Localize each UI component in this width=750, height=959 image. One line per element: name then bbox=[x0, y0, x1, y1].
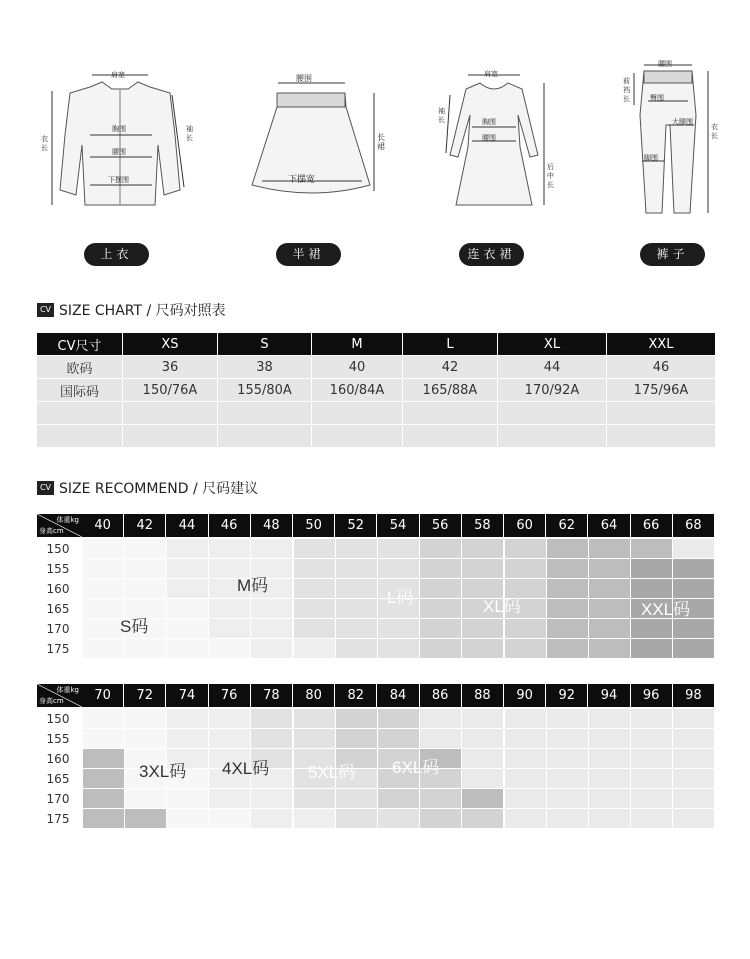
grid-cell bbox=[462, 619, 503, 638]
grid-cell bbox=[631, 769, 672, 788]
weight-header-82: 82 bbox=[335, 684, 377, 707]
grid-cell bbox=[209, 789, 250, 808]
grid-cell bbox=[378, 539, 419, 558]
table-cell: 42 bbox=[403, 355, 498, 378]
grid-cell bbox=[83, 579, 124, 598]
size-chart-header-row bbox=[37, 333, 716, 355]
weight-header-72: 72 bbox=[124, 684, 166, 707]
grid-cell bbox=[547, 539, 588, 558]
size-recommend-grid-2 bbox=[37, 684, 716, 828]
corner-weight-label: 体重kg bbox=[56, 516, 79, 524]
grid-cell bbox=[336, 639, 377, 658]
grid-cell bbox=[83, 709, 124, 728]
skirt-label: 半裙 bbox=[276, 243, 341, 266]
table-row bbox=[37, 401, 716, 424]
grid-cell bbox=[462, 709, 503, 728]
grid-cell bbox=[589, 639, 630, 658]
size-zone-label: 3XL码 bbox=[139, 762, 187, 781]
grid-cell bbox=[209, 729, 250, 748]
grid-cell bbox=[589, 729, 630, 748]
grid-cell bbox=[83, 749, 124, 768]
grid-cell bbox=[589, 619, 630, 638]
size-zone-label: L码 bbox=[387, 588, 414, 607]
weight-header-68: 68 bbox=[673, 514, 715, 537]
grid-cell bbox=[420, 729, 461, 748]
grid-cell bbox=[378, 639, 419, 658]
grid-cell bbox=[167, 729, 208, 748]
grid-cell bbox=[125, 559, 166, 578]
grid-cell bbox=[83, 809, 124, 828]
weight-header-66: 66 bbox=[631, 514, 673, 537]
grid-cell bbox=[336, 789, 377, 808]
grid-cell bbox=[673, 619, 714, 638]
size-zone-label: XL码 bbox=[483, 597, 521, 616]
header-cell: M bbox=[312, 333, 403, 355]
height-label-150: 150 bbox=[46, 712, 70, 726]
grid-cell bbox=[631, 539, 672, 558]
grid-cell bbox=[505, 639, 546, 658]
weight-header-44: 44 bbox=[166, 514, 208, 537]
table-cell bbox=[498, 401, 607, 424]
grid-cell bbox=[547, 789, 588, 808]
weight-header-90: 90 bbox=[504, 684, 546, 707]
grid-cell bbox=[336, 809, 377, 828]
grid-cell bbox=[420, 809, 461, 828]
size-zone-label: XXL码 bbox=[641, 600, 691, 619]
weight-header-46: 46 bbox=[209, 514, 251, 537]
grid-cell bbox=[251, 789, 292, 808]
grid-cell bbox=[378, 709, 419, 728]
grid-cell bbox=[209, 599, 250, 618]
grid-cell bbox=[420, 639, 461, 658]
grid-cell bbox=[251, 539, 292, 558]
label-sleeve: 袖长 bbox=[186, 126, 193, 142]
grid-cell bbox=[631, 559, 672, 578]
grid-cell bbox=[547, 709, 588, 728]
corner-height-label: 身高cm bbox=[39, 697, 64, 705]
height-label-160: 160 bbox=[46, 752, 70, 766]
grid-cell bbox=[505, 729, 546, 748]
grid-cell bbox=[125, 639, 166, 658]
weight-header-64: 64 bbox=[588, 514, 630, 537]
grid-cell bbox=[83, 539, 124, 558]
grid-cell bbox=[83, 789, 124, 808]
grid-cell bbox=[125, 539, 166, 558]
grid-cell bbox=[589, 559, 630, 578]
grid-cell bbox=[589, 599, 630, 618]
size-zone-label: 5XL码 bbox=[308, 763, 356, 782]
height-label-175: 175 bbox=[46, 642, 70, 656]
label-front-rise: 前裆长 bbox=[623, 78, 630, 103]
height-label-150: 150 bbox=[46, 542, 70, 556]
table-cell bbox=[403, 424, 498, 447]
grid-cell bbox=[167, 639, 208, 658]
grid-cell bbox=[167, 599, 208, 618]
grid-cell bbox=[631, 619, 672, 638]
grid-cell bbox=[673, 809, 714, 828]
label-sleeve: 袖长 bbox=[438, 108, 445, 124]
grid-cell bbox=[462, 559, 503, 578]
grid-cell bbox=[589, 769, 630, 788]
grid-cell bbox=[505, 769, 546, 788]
weight-header-98: 98 bbox=[673, 684, 715, 707]
table-cell: 38 bbox=[218, 355, 312, 378]
grid-cell bbox=[420, 559, 461, 578]
grid-cell bbox=[505, 559, 546, 578]
height-label-165: 165 bbox=[46, 602, 70, 616]
top-diagram bbox=[40, 55, 200, 215]
grid-cell bbox=[673, 789, 714, 808]
size-chart-title bbox=[37, 302, 226, 318]
grid-cell bbox=[83, 559, 124, 578]
label-chest: 胸围 bbox=[482, 119, 496, 126]
grid-cell bbox=[336, 539, 377, 558]
grid-cell bbox=[462, 639, 503, 658]
table-cell: 40 bbox=[312, 355, 403, 378]
grid-cell bbox=[378, 619, 419, 638]
weight-header-84: 84 bbox=[377, 684, 419, 707]
grid-cell bbox=[251, 619, 292, 638]
label-length: 衣长 bbox=[41, 136, 48, 152]
header-cell: XS bbox=[123, 333, 218, 355]
weight-header-74: 74 bbox=[166, 684, 208, 707]
grid-cell bbox=[83, 639, 124, 658]
label-hip: 臀围 bbox=[650, 95, 664, 102]
grid-cell bbox=[125, 709, 166, 728]
grid-cell bbox=[589, 539, 630, 558]
skirt-diagram bbox=[240, 55, 390, 215]
weight-header-62: 62 bbox=[546, 514, 588, 537]
weight-header-40: 40 bbox=[82, 514, 124, 537]
table-cell: 160/84A bbox=[312, 378, 403, 401]
grid-cell bbox=[251, 729, 292, 748]
grid-cell bbox=[547, 619, 588, 638]
grid-cell bbox=[589, 789, 630, 808]
grid-cell bbox=[589, 749, 630, 768]
grid-cell bbox=[547, 769, 588, 788]
grid-cell bbox=[420, 599, 461, 618]
weight-header-56: 56 bbox=[420, 514, 462, 537]
table-cell bbox=[403, 401, 498, 424]
grid-cell bbox=[420, 619, 461, 638]
grid-cell bbox=[673, 639, 714, 658]
label-length: 衣长 bbox=[711, 124, 718, 140]
grid-cell bbox=[547, 809, 588, 828]
table-cell: 150/76A bbox=[123, 378, 218, 401]
table-cell: 欧码 bbox=[37, 355, 123, 378]
label-chest: 胸围 bbox=[112, 126, 126, 133]
grid-cell bbox=[294, 809, 335, 828]
grid-cell bbox=[505, 809, 546, 828]
grid-cell bbox=[547, 749, 588, 768]
grid-cell bbox=[167, 789, 208, 808]
table-cell: 44 bbox=[498, 355, 607, 378]
weight-header-96: 96 bbox=[631, 684, 673, 707]
grid-cell bbox=[83, 599, 124, 618]
weight-header-92: 92 bbox=[546, 684, 588, 707]
grid-cell bbox=[294, 539, 335, 558]
grid-cell bbox=[125, 729, 166, 748]
grid-cell bbox=[336, 579, 377, 598]
grid-cell bbox=[167, 579, 208, 598]
grid-cell bbox=[673, 539, 714, 558]
weight-header-88: 88 bbox=[462, 684, 504, 707]
weight-header-54: 54 bbox=[377, 514, 419, 537]
grid-cell bbox=[294, 599, 335, 618]
table-cell bbox=[607, 424, 716, 447]
grid-cell bbox=[462, 729, 503, 748]
label-length: 后中长 bbox=[547, 164, 554, 189]
label-length: 长裙 bbox=[377, 133, 385, 151]
grid-cell bbox=[462, 539, 503, 558]
cv-logo: CV bbox=[37, 481, 54, 495]
size-chart-table bbox=[37, 333, 716, 447]
grid-cell bbox=[673, 709, 714, 728]
grid-cell bbox=[462, 769, 503, 788]
grid-cell bbox=[631, 749, 672, 768]
grid-corner bbox=[37, 684, 82, 707]
grid-cell bbox=[336, 619, 377, 638]
header-cell: CV尺寸 bbox=[37, 333, 123, 355]
weight-header-80: 80 bbox=[293, 684, 335, 707]
grid-cell bbox=[167, 619, 208, 638]
pants-diagram bbox=[612, 55, 722, 215]
size-zone-label: M码 bbox=[237, 576, 269, 595]
weight-header-52: 52 bbox=[335, 514, 377, 537]
height-label-175: 175 bbox=[46, 812, 70, 826]
grid-cell bbox=[294, 619, 335, 638]
grid-cell bbox=[378, 789, 419, 808]
top-label: 上衣 bbox=[84, 243, 149, 266]
table-cell: 国际码 bbox=[37, 378, 123, 401]
grid-cell bbox=[505, 539, 546, 558]
grid-cell bbox=[209, 619, 250, 638]
grid-cell bbox=[420, 579, 461, 598]
grid-cell bbox=[251, 809, 292, 828]
grid-cell bbox=[251, 599, 292, 618]
grid-cell bbox=[378, 729, 419, 748]
grid-cell bbox=[336, 599, 377, 618]
grid-cell bbox=[505, 709, 546, 728]
grid-cell bbox=[167, 709, 208, 728]
grid-cell bbox=[631, 729, 672, 748]
grid-cell bbox=[547, 729, 588, 748]
grid-cell bbox=[378, 559, 419, 578]
height-label-160: 160 bbox=[46, 582, 70, 596]
pants-label: 裤子 bbox=[640, 243, 705, 266]
grid-cell bbox=[336, 709, 377, 728]
height-label-155: 155 bbox=[46, 732, 70, 746]
header-cell: S bbox=[218, 333, 312, 355]
table-row bbox=[37, 355, 716, 378]
height-label-170: 170 bbox=[46, 622, 70, 636]
grid-cell bbox=[420, 789, 461, 808]
grid-cell bbox=[589, 579, 630, 598]
label-waist: 腰围 bbox=[296, 74, 312, 83]
grid-cell bbox=[378, 809, 419, 828]
grid-cell bbox=[547, 579, 588, 598]
grid-cell bbox=[673, 749, 714, 768]
weight-header-60: 60 bbox=[504, 514, 546, 537]
table-cell bbox=[218, 401, 312, 424]
grid-cell bbox=[294, 639, 335, 658]
grid-cell bbox=[167, 539, 208, 558]
grid-cell bbox=[420, 709, 461, 728]
height-label-165: 165 bbox=[46, 772, 70, 786]
table-cell: 170/92A bbox=[498, 378, 607, 401]
header-cell: XXL bbox=[607, 333, 716, 355]
grid-cell bbox=[167, 809, 208, 828]
grid-cell bbox=[547, 639, 588, 658]
table-cell bbox=[123, 401, 218, 424]
grid-cell bbox=[505, 619, 546, 638]
grid-cell bbox=[294, 789, 335, 808]
size-recommend-title bbox=[37, 480, 258, 496]
grid-cell bbox=[673, 559, 714, 578]
grid-cell bbox=[167, 559, 208, 578]
grid-cell bbox=[125, 809, 166, 828]
grid-cell bbox=[673, 769, 714, 788]
dress-label: 连衣裙 bbox=[459, 243, 524, 266]
size-recommend-title-text: SIZE RECOMMEND / 尺码建议 bbox=[59, 481, 259, 497]
grid-cell bbox=[294, 559, 335, 578]
height-label-155: 155 bbox=[46, 562, 70, 576]
label-hem: 下摆围 bbox=[108, 177, 129, 184]
label-shoulder: 肩宽 bbox=[111, 72, 125, 79]
table-cell bbox=[312, 401, 403, 424]
weight-header-50: 50 bbox=[293, 514, 335, 537]
table-cell bbox=[607, 401, 716, 424]
table-cell bbox=[498, 424, 607, 447]
table-cell bbox=[123, 424, 218, 447]
dress-diagram bbox=[432, 55, 562, 215]
grid-cell bbox=[125, 579, 166, 598]
grid-cell bbox=[83, 619, 124, 638]
table-cell: 46 bbox=[607, 355, 716, 378]
table-cell: 36 bbox=[123, 355, 218, 378]
table-cell bbox=[37, 401, 123, 424]
table-cell bbox=[37, 424, 123, 447]
grid-cell bbox=[125, 789, 166, 808]
table-cell: 155/80A bbox=[218, 378, 312, 401]
grid-cell bbox=[589, 809, 630, 828]
grid-cell bbox=[505, 789, 546, 808]
label-waist: 腰围 bbox=[482, 135, 496, 142]
header-cell: XL bbox=[498, 333, 607, 355]
grid-cell bbox=[631, 709, 672, 728]
grid-cell bbox=[462, 749, 503, 768]
height-label-170: 170 bbox=[46, 792, 70, 806]
grid-cell bbox=[462, 789, 503, 808]
weight-header-94: 94 bbox=[588, 684, 630, 707]
label-waist: 腰围 bbox=[112, 149, 126, 156]
weight-header-76: 76 bbox=[209, 684, 251, 707]
grid-cell bbox=[505, 749, 546, 768]
corner-height-label: 身高cm bbox=[39, 527, 64, 535]
weight-header-78: 78 bbox=[251, 684, 293, 707]
grid-cell bbox=[547, 599, 588, 618]
grid-cell bbox=[336, 559, 377, 578]
grid-cell bbox=[589, 709, 630, 728]
corner-weight-label: 体重kg bbox=[56, 686, 79, 694]
weight-header-86: 86 bbox=[420, 684, 462, 707]
table-cell: 165/88A bbox=[403, 378, 498, 401]
label-leg: 脚围 bbox=[644, 155, 658, 162]
grid-cell bbox=[251, 709, 292, 728]
weight-header-58: 58 bbox=[462, 514, 504, 537]
table-row bbox=[37, 378, 716, 401]
grid-cell bbox=[673, 729, 714, 748]
grid-cell bbox=[209, 539, 250, 558]
label-waist: 腰围 bbox=[658, 61, 672, 68]
size-zone-label: 6XL码 bbox=[392, 758, 440, 777]
label-shoulder: 肩宽 bbox=[484, 71, 498, 78]
grid-cell bbox=[631, 639, 672, 658]
grid-cell bbox=[294, 729, 335, 748]
label-thigh: 大腿围 bbox=[672, 119, 693, 126]
size-zone-label: S码 bbox=[120, 617, 149, 636]
cv-logo: CV bbox=[37, 303, 54, 317]
table-cell: 175/96A bbox=[607, 378, 716, 401]
grid-cell bbox=[294, 579, 335, 598]
table-cell bbox=[218, 424, 312, 447]
table-cell bbox=[312, 424, 403, 447]
grid-cell bbox=[462, 809, 503, 828]
grid-cell bbox=[420, 539, 461, 558]
grid-cell bbox=[209, 709, 250, 728]
weight-header-42: 42 bbox=[124, 514, 166, 537]
label-hem: 下摆宽 bbox=[288, 174, 316, 184]
grid-cell bbox=[336, 729, 377, 748]
size-chart-title-text: SIZE CHART / 尺码对照表 bbox=[59, 303, 226, 319]
size-zone-label: 4XL码 bbox=[222, 759, 270, 778]
grid-cell bbox=[631, 789, 672, 808]
grid-cell bbox=[83, 729, 124, 748]
weight-header-70: 70 bbox=[82, 684, 124, 707]
table-row bbox=[37, 424, 716, 447]
grid-corner bbox=[37, 514, 82, 537]
grid-cell bbox=[83, 769, 124, 788]
grid-cell bbox=[547, 559, 588, 578]
grid-cell bbox=[209, 809, 250, 828]
size-recommend-grid-1 bbox=[37, 514, 716, 658]
grid-cell bbox=[631, 809, 672, 828]
weight-header-48: 48 bbox=[251, 514, 293, 537]
grid-cell bbox=[251, 639, 292, 658]
grid-cell bbox=[294, 709, 335, 728]
header-cell: L bbox=[403, 333, 498, 355]
grid-cell bbox=[209, 639, 250, 658]
